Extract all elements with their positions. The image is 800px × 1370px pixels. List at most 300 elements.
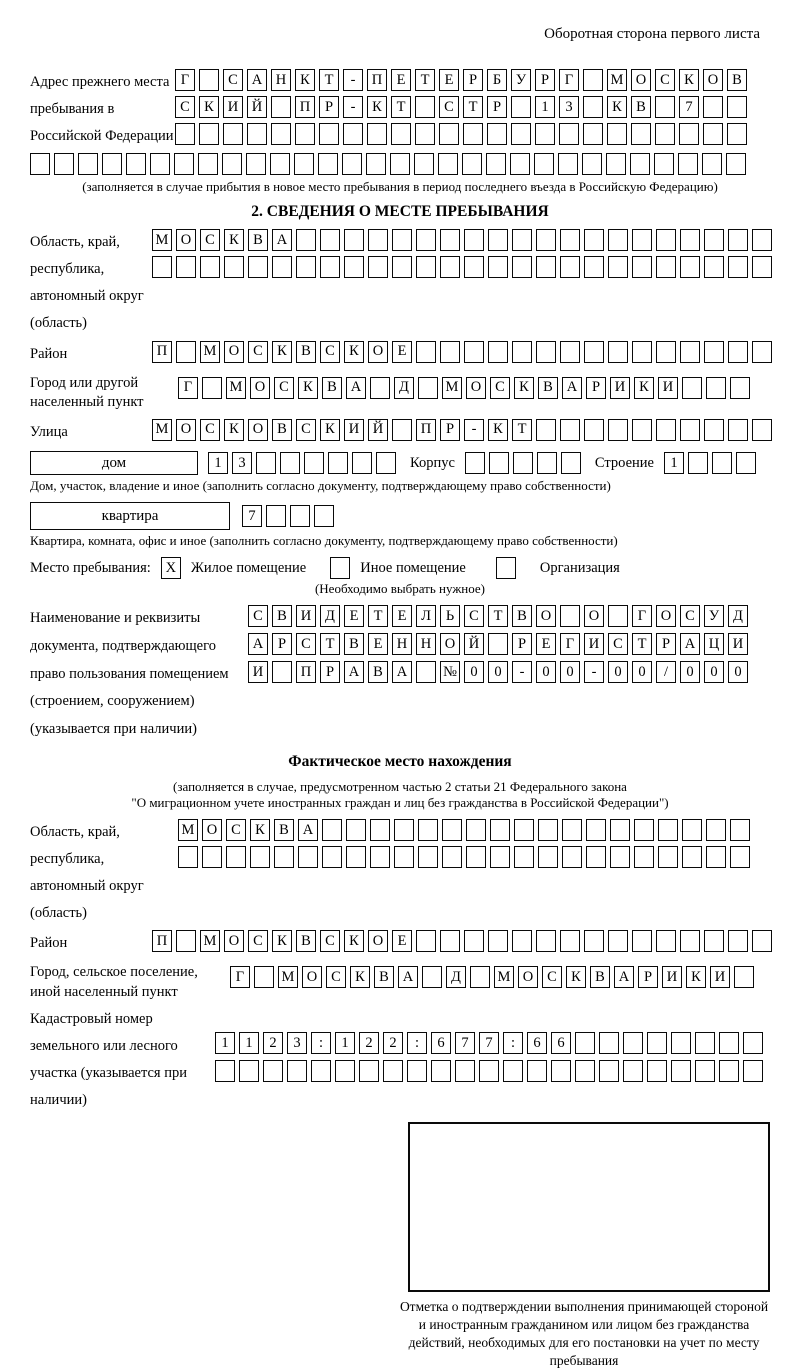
char-cell[interactable]: О bbox=[302, 966, 322, 988]
char-cell[interactable] bbox=[560, 229, 580, 251]
char-cell[interactable] bbox=[464, 930, 484, 952]
char-cell[interactable]: В bbox=[322, 377, 342, 399]
char-cell[interactable]: 0 bbox=[488, 661, 508, 683]
char-cell[interactable] bbox=[392, 256, 412, 278]
char-cell[interactable] bbox=[682, 846, 702, 868]
char-cell[interactable] bbox=[527, 1060, 547, 1082]
char-cell[interactable]: 0 bbox=[560, 661, 580, 683]
char-cell[interactable] bbox=[656, 229, 676, 251]
char-cell[interactable]: 1 bbox=[664, 452, 684, 474]
char-cell[interactable] bbox=[536, 419, 556, 441]
char-cell[interactable] bbox=[488, 633, 508, 655]
char-cell[interactable] bbox=[706, 846, 726, 868]
char-cell[interactable]: А bbox=[344, 661, 364, 683]
char-cell[interactable]: В bbox=[272, 419, 292, 441]
char-cell[interactable] bbox=[703, 96, 723, 118]
char-cell[interactable] bbox=[560, 341, 580, 363]
char-cell[interactable] bbox=[536, 256, 556, 278]
char-cell[interactable]: О bbox=[176, 419, 196, 441]
char-cell[interactable]: 7 bbox=[242, 505, 262, 527]
char-cell[interactable] bbox=[510, 153, 530, 175]
char-cell[interactable]: 7 bbox=[679, 96, 699, 118]
char-cell[interactable]: В bbox=[274, 819, 294, 841]
char-cell[interactable] bbox=[712, 452, 732, 474]
char-cell[interactable] bbox=[415, 96, 435, 118]
char-cell[interactable]: Г bbox=[632, 605, 652, 627]
char-cell[interactable]: В bbox=[538, 377, 558, 399]
char-cell[interactable] bbox=[678, 153, 698, 175]
char-cell[interactable]: 3 bbox=[232, 452, 252, 474]
char-cell[interactable] bbox=[370, 846, 390, 868]
char-cell[interactable] bbox=[658, 819, 678, 841]
char-cell[interactable] bbox=[391, 123, 411, 145]
char-cell[interactable]: 0 bbox=[464, 661, 484, 683]
char-cell[interactable]: Е bbox=[391, 69, 411, 91]
char-cell[interactable] bbox=[538, 819, 558, 841]
char-cell[interactable]: Ц bbox=[704, 633, 724, 655]
char-cell[interactable]: С bbox=[464, 605, 484, 627]
char-cell[interactable] bbox=[752, 419, 772, 441]
char-cell[interactable] bbox=[368, 229, 388, 251]
char-cell[interactable] bbox=[287, 1060, 307, 1082]
char-cell[interactable] bbox=[394, 819, 414, 841]
char-cell[interactable]: С bbox=[226, 819, 246, 841]
char-cell[interactable] bbox=[719, 1032, 739, 1054]
char-cell[interactable]: А bbox=[398, 966, 418, 988]
char-cell[interactable] bbox=[320, 229, 340, 251]
char-cell[interactable] bbox=[352, 452, 372, 474]
char-cell[interactable]: : bbox=[407, 1032, 427, 1054]
char-cell[interactable]: 2 bbox=[359, 1032, 379, 1054]
char-cell[interactable] bbox=[248, 256, 268, 278]
char-cell[interactable] bbox=[462, 153, 482, 175]
char-cell[interactable] bbox=[78, 153, 98, 175]
char-cell[interactable]: Б bbox=[487, 69, 507, 91]
char-cell[interactable]: Т bbox=[488, 605, 508, 627]
char-cell[interactable] bbox=[464, 341, 484, 363]
char-cell[interactable]: С bbox=[175, 96, 195, 118]
char-cell[interactable]: Р bbox=[440, 419, 460, 441]
char-cell[interactable]: У bbox=[704, 605, 724, 627]
char-cell[interactable]: 0 bbox=[536, 661, 556, 683]
char-cell[interactable] bbox=[320, 256, 340, 278]
char-cell[interactable] bbox=[394, 846, 414, 868]
char-cell[interactable] bbox=[608, 605, 628, 627]
char-cell[interactable]: 2 bbox=[263, 1032, 283, 1054]
char-cell[interactable] bbox=[734, 966, 754, 988]
char-cell[interactable] bbox=[584, 256, 604, 278]
char-cell[interactable]: А bbox=[247, 69, 267, 91]
char-cell[interactable]: 2 bbox=[383, 1032, 403, 1054]
char-cell[interactable] bbox=[202, 377, 222, 399]
char-cell[interactable] bbox=[176, 341, 196, 363]
char-cell[interactable] bbox=[440, 930, 460, 952]
char-cell[interactable] bbox=[343, 123, 363, 145]
char-cell[interactable]: О bbox=[656, 605, 676, 627]
char-cell[interactable] bbox=[647, 1060, 667, 1082]
char-cell[interactable]: А bbox=[392, 661, 412, 683]
char-cell[interactable]: 1 bbox=[215, 1032, 235, 1054]
char-cell[interactable] bbox=[728, 930, 748, 952]
char-cell[interactable] bbox=[487, 123, 507, 145]
char-cell[interactable] bbox=[727, 96, 747, 118]
char-cell[interactable] bbox=[562, 819, 582, 841]
char-cell[interactable]: А bbox=[346, 377, 366, 399]
char-cell[interactable] bbox=[728, 341, 748, 363]
char-cell[interactable]: 7 bbox=[479, 1032, 499, 1054]
char-cell[interactable]: Л bbox=[416, 605, 436, 627]
char-cell[interactable]: Е bbox=[368, 633, 388, 655]
char-cell[interactable]: М bbox=[200, 341, 220, 363]
char-cell[interactable]: В bbox=[374, 966, 394, 988]
char-cell[interactable] bbox=[176, 256, 196, 278]
char-cell[interactable] bbox=[418, 819, 438, 841]
char-cell[interactable]: Т bbox=[512, 419, 532, 441]
char-cell[interactable]: Р bbox=[656, 633, 676, 655]
char-cell[interactable]: К bbox=[566, 966, 586, 988]
char-cell[interactable] bbox=[314, 505, 334, 527]
char-cell[interactable]: С bbox=[200, 229, 220, 251]
char-cell[interactable] bbox=[671, 1060, 691, 1082]
char-cell[interactable]: С bbox=[680, 605, 700, 627]
char-cell[interactable]: И bbox=[344, 419, 364, 441]
char-cell[interactable]: Й bbox=[247, 96, 267, 118]
char-cell[interactable]: Т bbox=[632, 633, 652, 655]
char-cell[interactable]: М bbox=[278, 966, 298, 988]
char-cell[interactable] bbox=[695, 1060, 715, 1082]
char-cell[interactable] bbox=[682, 819, 702, 841]
char-cell[interactable] bbox=[727, 123, 747, 145]
char-cell[interactable] bbox=[311, 1060, 331, 1082]
char-cell[interactable] bbox=[344, 229, 364, 251]
char-cell[interactable]: 1 bbox=[535, 96, 555, 118]
char-cell[interactable]: И bbox=[710, 966, 730, 988]
char-cell[interactable]: П bbox=[367, 69, 387, 91]
char-cell[interactable] bbox=[688, 452, 708, 474]
char-cell[interactable] bbox=[440, 229, 460, 251]
char-cell[interactable] bbox=[296, 256, 316, 278]
char-cell[interactable]: Н bbox=[392, 633, 412, 655]
char-cell[interactable] bbox=[392, 419, 412, 441]
char-cell[interactable] bbox=[679, 123, 699, 145]
char-cell[interactable]: К bbox=[272, 341, 292, 363]
char-cell[interactable] bbox=[407, 1060, 427, 1082]
char-cell[interactable] bbox=[319, 123, 339, 145]
char-cell[interactable] bbox=[703, 123, 723, 145]
char-cell[interactable] bbox=[704, 341, 724, 363]
char-cell[interactable] bbox=[280, 452, 300, 474]
char-cell[interactable] bbox=[479, 1060, 499, 1082]
char-cell[interactable] bbox=[368, 256, 388, 278]
char-cell[interactable] bbox=[608, 229, 628, 251]
char-cell[interactable] bbox=[470, 966, 490, 988]
char-cell[interactable] bbox=[608, 930, 628, 952]
char-cell[interactable]: О bbox=[466, 377, 486, 399]
char-cell[interactable]: Р bbox=[586, 377, 606, 399]
char-cell[interactable]: И bbox=[610, 377, 630, 399]
char-cell[interactable] bbox=[222, 153, 242, 175]
char-cell[interactable] bbox=[562, 846, 582, 868]
char-cell[interactable]: С bbox=[296, 419, 316, 441]
char-cell[interactable] bbox=[489, 452, 509, 474]
char-cell[interactable]: Р bbox=[535, 69, 555, 91]
char-cell[interactable]: Г bbox=[175, 69, 195, 91]
char-cell[interactable] bbox=[322, 819, 342, 841]
char-cell[interactable] bbox=[610, 819, 630, 841]
char-cell[interactable] bbox=[466, 846, 486, 868]
char-cell[interactable] bbox=[610, 846, 630, 868]
char-cell[interactable] bbox=[584, 419, 604, 441]
char-cell[interactable] bbox=[512, 930, 532, 952]
char-cell[interactable]: И bbox=[728, 633, 748, 655]
char-cell[interactable] bbox=[466, 819, 486, 841]
char-cell[interactable]: В bbox=[248, 229, 268, 251]
char-cell[interactable]: И bbox=[296, 605, 316, 627]
char-cell[interactable]: Д bbox=[320, 605, 340, 627]
char-cell[interactable] bbox=[126, 153, 146, 175]
char-cell[interactable]: В bbox=[512, 605, 532, 627]
char-cell[interactable]: В bbox=[344, 633, 364, 655]
char-cell[interactable] bbox=[584, 341, 604, 363]
char-cell[interactable] bbox=[631, 123, 651, 145]
char-cell[interactable] bbox=[536, 930, 556, 952]
char-cell[interactable] bbox=[215, 1060, 235, 1082]
char-cell[interactable]: О bbox=[440, 633, 460, 655]
char-cell[interactable] bbox=[537, 452, 557, 474]
char-cell[interactable]: О bbox=[536, 605, 556, 627]
char-cell[interactable] bbox=[295, 123, 315, 145]
char-cell[interactable]: 3 bbox=[287, 1032, 307, 1054]
char-cell[interactable]: 1 bbox=[335, 1032, 355, 1054]
char-cell[interactable] bbox=[175, 123, 195, 145]
char-cell[interactable] bbox=[752, 341, 772, 363]
char-cell[interactable]: А bbox=[614, 966, 634, 988]
char-cell[interactable] bbox=[176, 930, 196, 952]
char-cell[interactable]: О bbox=[224, 930, 244, 952]
char-cell[interactable] bbox=[370, 377, 390, 399]
char-cell[interactable]: С bbox=[274, 377, 294, 399]
char-cell[interactable] bbox=[366, 153, 386, 175]
char-cell[interactable]: С bbox=[655, 69, 675, 91]
char-cell[interactable] bbox=[256, 452, 276, 474]
char-cell[interactable] bbox=[346, 846, 366, 868]
char-cell[interactable]: П bbox=[416, 419, 436, 441]
char-cell[interactable]: Т bbox=[320, 633, 340, 655]
char-cell[interactable] bbox=[582, 153, 602, 175]
char-cell[interactable]: М bbox=[152, 419, 172, 441]
char-cell[interactable] bbox=[322, 846, 342, 868]
char-cell[interactable]: В bbox=[272, 605, 292, 627]
char-cell[interactable]: / bbox=[656, 661, 676, 683]
char-cell[interactable]: И bbox=[658, 377, 678, 399]
char-cell[interactable] bbox=[272, 661, 292, 683]
char-cell[interactable]: В bbox=[590, 966, 610, 988]
char-cell[interactable]: Е bbox=[392, 341, 412, 363]
char-cell[interactable] bbox=[551, 1060, 571, 1082]
char-cell[interactable]: 0 bbox=[680, 661, 700, 683]
char-cell[interactable]: М bbox=[178, 819, 198, 841]
char-cell[interactable] bbox=[392, 229, 412, 251]
char-cell[interactable]: В bbox=[631, 96, 651, 118]
char-cell[interactable] bbox=[623, 1060, 643, 1082]
char-cell[interactable]: С bbox=[248, 930, 268, 952]
char-cell[interactable] bbox=[606, 153, 626, 175]
char-cell[interactable]: П bbox=[152, 930, 172, 952]
char-cell[interactable] bbox=[512, 229, 532, 251]
char-cell[interactable]: № bbox=[440, 661, 460, 683]
char-cell[interactable]: К bbox=[607, 96, 627, 118]
char-cell[interactable] bbox=[270, 153, 290, 175]
char-cell[interactable]: К bbox=[320, 419, 340, 441]
char-cell[interactable] bbox=[359, 1060, 379, 1082]
char-cell[interactable] bbox=[632, 229, 652, 251]
char-cell[interactable] bbox=[719, 1060, 739, 1082]
char-cell[interactable]: Н bbox=[416, 633, 436, 655]
char-cell[interactable] bbox=[54, 153, 74, 175]
char-cell[interactable] bbox=[702, 153, 722, 175]
char-cell[interactable] bbox=[272, 256, 292, 278]
stay-option-checkbox-other[interactable] bbox=[330, 557, 350, 579]
char-cell[interactable]: А bbox=[680, 633, 700, 655]
char-cell[interactable] bbox=[514, 819, 534, 841]
char-cell[interactable] bbox=[464, 229, 484, 251]
char-cell[interactable]: К bbox=[634, 377, 654, 399]
char-cell[interactable]: М bbox=[442, 377, 462, 399]
char-cell[interactable]: П bbox=[296, 661, 316, 683]
char-cell[interactable] bbox=[490, 846, 510, 868]
char-cell[interactable] bbox=[658, 846, 678, 868]
char-cell[interactable]: А bbox=[298, 819, 318, 841]
char-cell[interactable] bbox=[599, 1060, 619, 1082]
char-cell[interactable]: Р bbox=[320, 661, 340, 683]
char-cell[interactable] bbox=[198, 153, 218, 175]
char-cell[interactable] bbox=[422, 966, 442, 988]
char-cell[interactable] bbox=[608, 341, 628, 363]
char-cell[interactable] bbox=[656, 341, 676, 363]
char-cell[interactable]: В bbox=[296, 341, 316, 363]
char-cell[interactable]: 6 bbox=[527, 1032, 547, 1054]
char-cell[interactable] bbox=[730, 846, 750, 868]
char-cell[interactable] bbox=[561, 452, 581, 474]
char-cell[interactable] bbox=[560, 930, 580, 952]
char-cell[interactable]: Е bbox=[439, 69, 459, 91]
char-cell[interactable] bbox=[704, 419, 724, 441]
char-cell[interactable] bbox=[344, 256, 364, 278]
char-cell[interactable]: Р bbox=[638, 966, 658, 988]
char-cell[interactable] bbox=[464, 256, 484, 278]
char-cell[interactable]: К bbox=[295, 69, 315, 91]
char-cell[interactable]: К bbox=[272, 930, 292, 952]
char-cell[interactable] bbox=[584, 930, 604, 952]
char-cell[interactable]: И bbox=[248, 661, 268, 683]
char-cell[interactable] bbox=[656, 419, 676, 441]
char-cell[interactable] bbox=[655, 96, 675, 118]
char-cell[interactable]: Р bbox=[319, 96, 339, 118]
char-cell[interactable]: Т bbox=[368, 605, 388, 627]
char-cell[interactable] bbox=[174, 153, 194, 175]
char-cell[interactable] bbox=[695, 1032, 715, 1054]
char-cell[interactable] bbox=[271, 96, 291, 118]
char-cell[interactable]: - bbox=[464, 419, 484, 441]
char-cell[interactable]: К bbox=[224, 419, 244, 441]
char-cell[interactable]: Р bbox=[272, 633, 292, 655]
char-cell[interactable]: К bbox=[250, 819, 270, 841]
char-cell[interactable]: - bbox=[512, 661, 532, 683]
char-cell[interactable]: Т bbox=[391, 96, 411, 118]
char-cell[interactable]: О bbox=[248, 419, 268, 441]
char-cell[interactable] bbox=[200, 256, 220, 278]
char-cell[interactable] bbox=[440, 256, 460, 278]
char-cell[interactable]: 0 bbox=[728, 661, 748, 683]
char-cell[interactable] bbox=[416, 341, 436, 363]
char-cell[interactable]: Е bbox=[344, 605, 364, 627]
char-cell[interactable] bbox=[239, 1060, 259, 1082]
char-cell[interactable] bbox=[743, 1032, 763, 1054]
char-cell[interactable] bbox=[752, 256, 772, 278]
char-cell[interactable]: К bbox=[199, 96, 219, 118]
char-cell[interactable]: А bbox=[272, 229, 292, 251]
char-cell[interactable]: С bbox=[200, 419, 220, 441]
char-cell[interactable] bbox=[730, 377, 750, 399]
char-cell[interactable] bbox=[736, 452, 756, 474]
char-cell[interactable]: О bbox=[584, 605, 604, 627]
char-cell[interactable] bbox=[199, 123, 219, 145]
char-cell[interactable] bbox=[414, 153, 434, 175]
char-cell[interactable]: К bbox=[224, 229, 244, 251]
char-cell[interactable] bbox=[263, 1060, 283, 1082]
char-cell[interactable]: Г bbox=[559, 69, 579, 91]
char-cell[interactable]: О bbox=[368, 930, 388, 952]
char-cell[interactable] bbox=[728, 229, 748, 251]
char-cell[interactable] bbox=[752, 930, 772, 952]
char-cell[interactable] bbox=[296, 229, 316, 251]
char-cell[interactable]: : bbox=[503, 1032, 523, 1054]
char-cell[interactable] bbox=[586, 846, 606, 868]
char-cell[interactable] bbox=[560, 419, 580, 441]
char-cell[interactable] bbox=[247, 123, 267, 145]
char-cell[interactable] bbox=[416, 256, 436, 278]
char-cell[interactable] bbox=[511, 123, 531, 145]
char-cell[interactable] bbox=[346, 819, 366, 841]
char-cell[interactable] bbox=[150, 153, 170, 175]
char-cell[interactable]: 6 bbox=[431, 1032, 451, 1054]
char-cell[interactable]: А bbox=[248, 633, 268, 655]
char-cell[interactable] bbox=[488, 229, 508, 251]
char-cell[interactable] bbox=[418, 846, 438, 868]
char-cell[interactable] bbox=[246, 153, 266, 175]
char-cell[interactable] bbox=[266, 505, 286, 527]
char-cell[interactable]: 1 bbox=[239, 1032, 259, 1054]
char-cell[interactable] bbox=[318, 153, 338, 175]
stay-option-checkbox-organization[interactable] bbox=[496, 557, 516, 579]
char-cell[interactable]: - bbox=[584, 661, 604, 683]
char-cell[interactable] bbox=[416, 661, 436, 683]
char-cell[interactable]: И bbox=[223, 96, 243, 118]
char-cell[interactable] bbox=[623, 1032, 643, 1054]
char-cell[interactable]: Г bbox=[178, 377, 198, 399]
char-cell[interactable] bbox=[726, 153, 746, 175]
char-cell[interactable] bbox=[514, 846, 534, 868]
char-cell[interactable]: М bbox=[226, 377, 246, 399]
char-cell[interactable] bbox=[440, 341, 460, 363]
char-cell[interactable]: Р bbox=[512, 633, 532, 655]
char-cell[interactable]: 0 bbox=[608, 661, 628, 683]
char-cell[interactable] bbox=[634, 846, 654, 868]
char-cell[interactable] bbox=[680, 341, 700, 363]
char-cell[interactable]: П bbox=[152, 341, 172, 363]
char-cell[interactable]: М bbox=[200, 930, 220, 952]
char-cell[interactable]: 0 bbox=[704, 661, 724, 683]
